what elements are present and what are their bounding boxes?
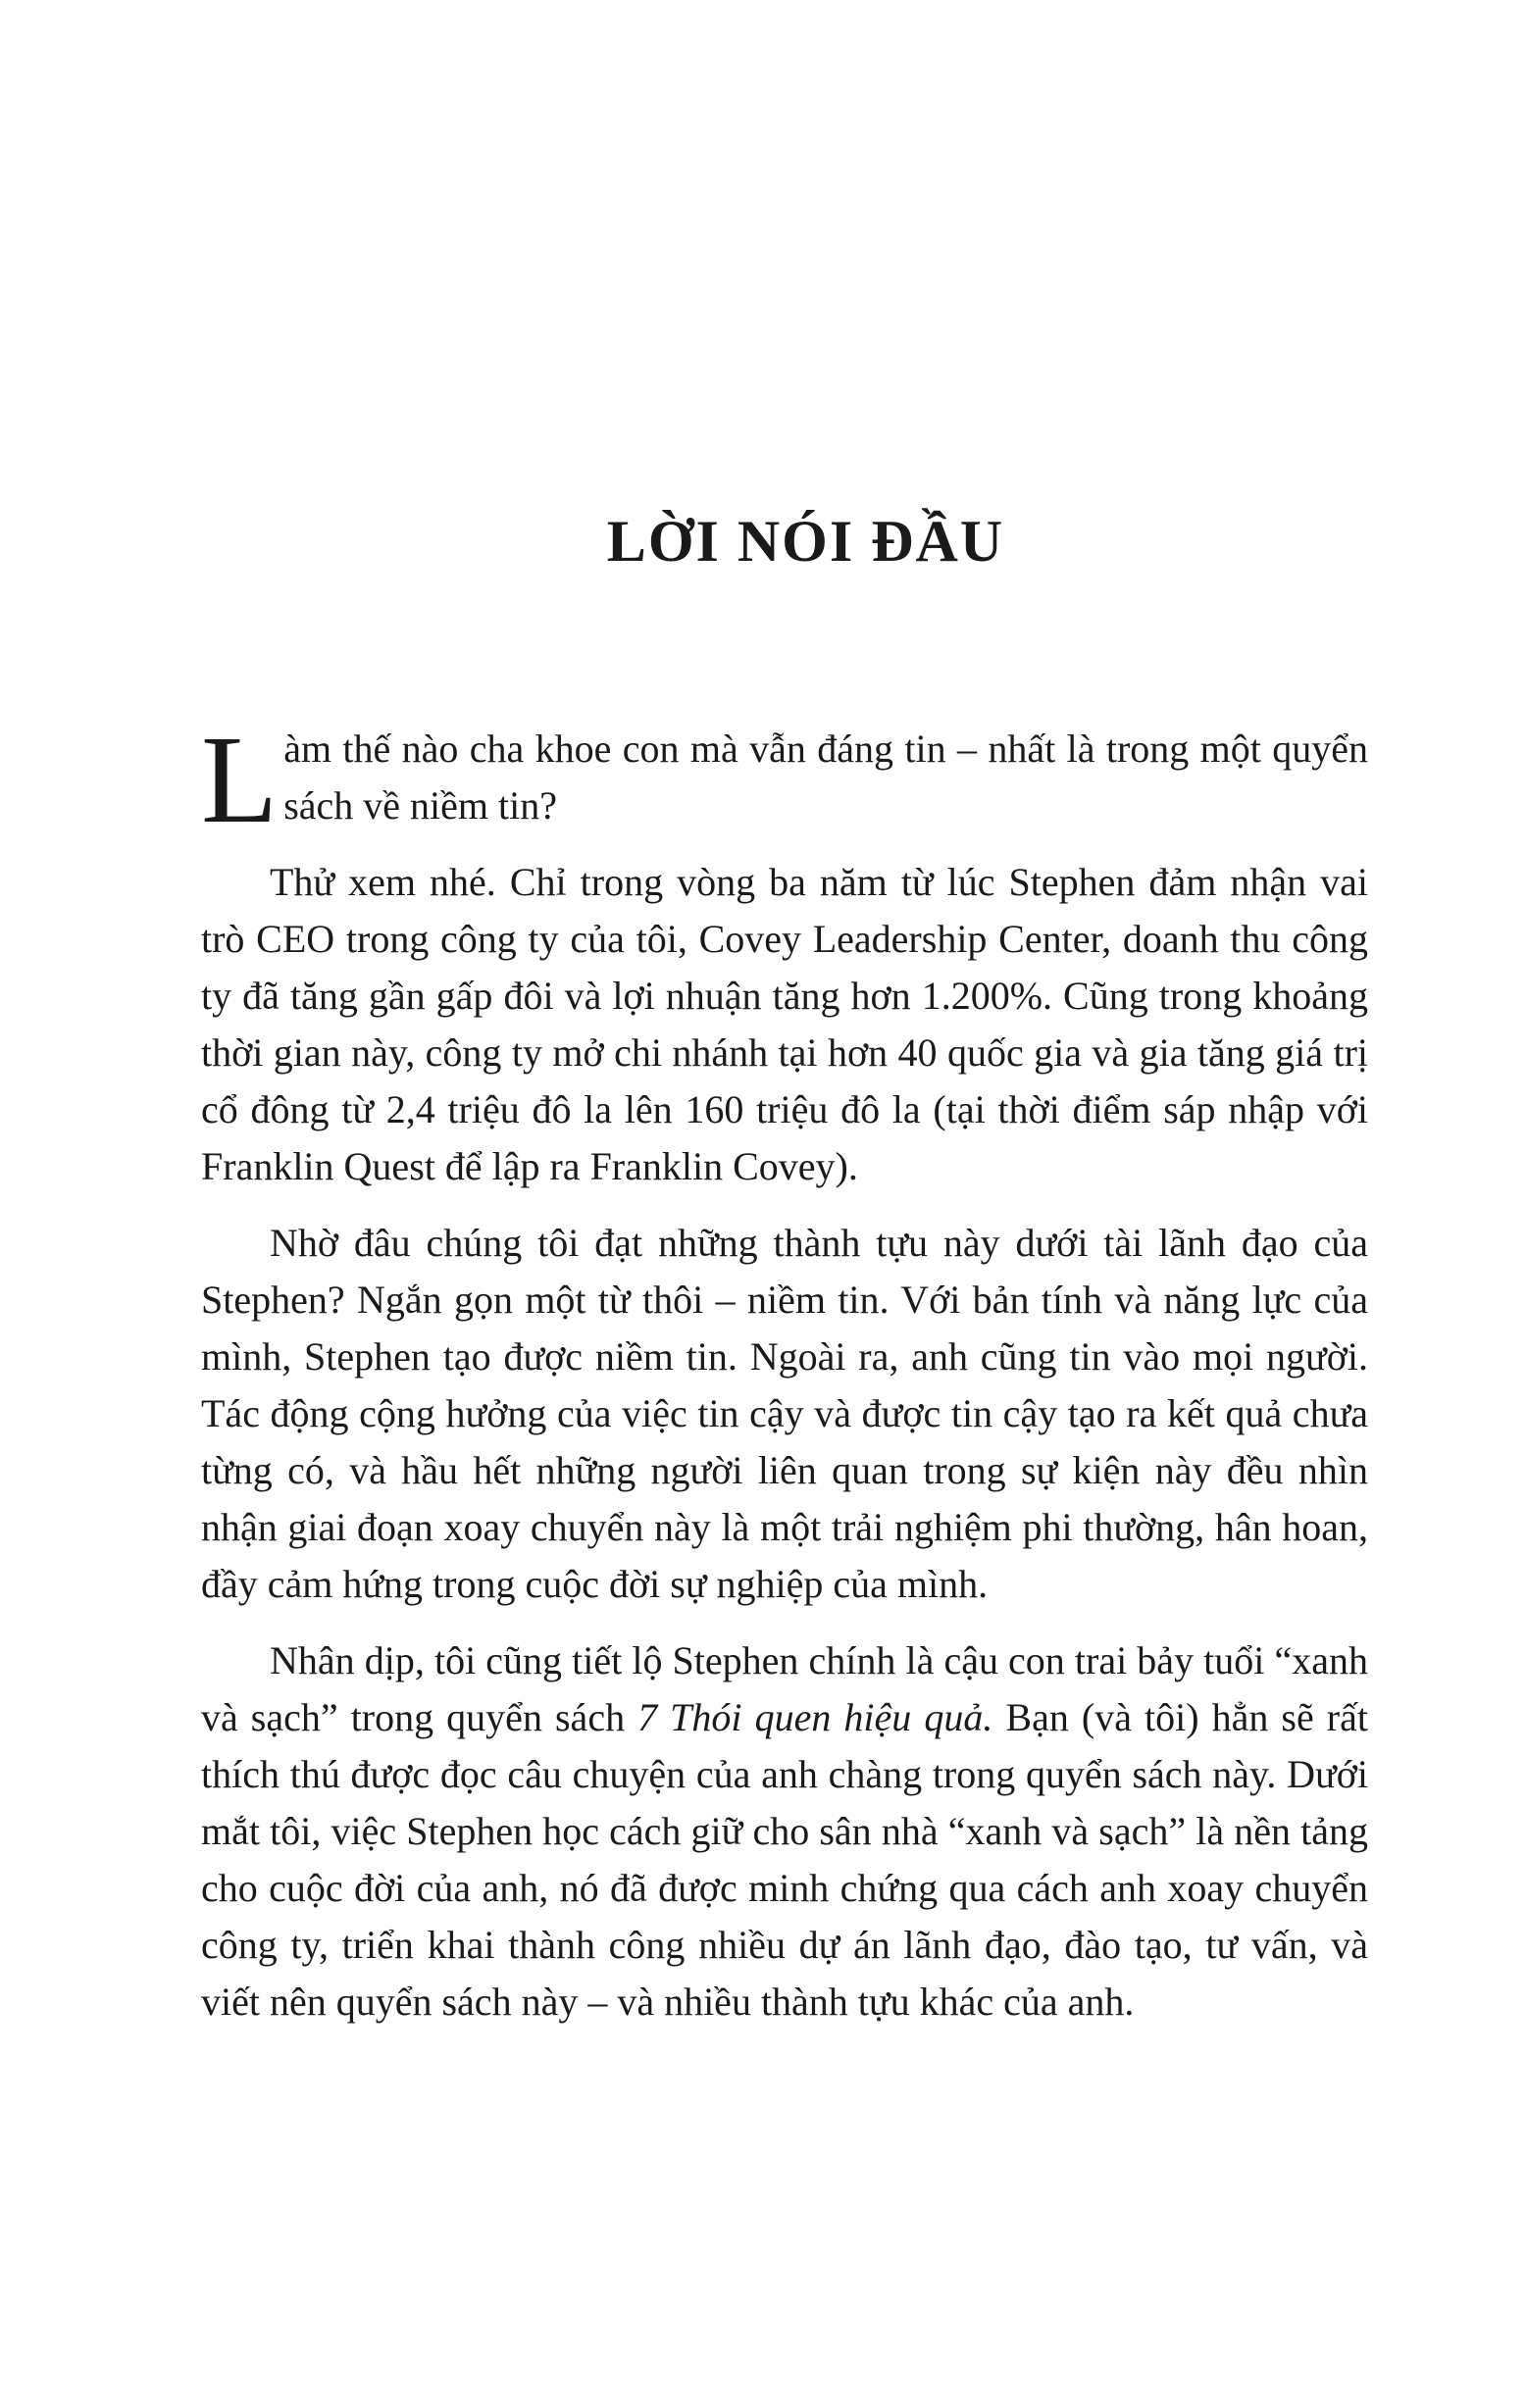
paragraph-4-text-after: Bạn (và tôi) hẳn sẽ rất thích thú được đọc câu chuyện của anh chàng trong quyển sách này. Dưới mắt tôi, việc Stephen học cách giữ cho sân nhà “xanh và sạch” là nền tảng cho cuộc đời của anh, nó đã được minh chứng qua cách anh xoay chuyển công ty, triển khai thành công nhiều dự án lãnh đạo, đào tạo, tư vấn, và viết nên quyển sách này – và nhiều thành tựu khác của anh.: [201, 1695, 1368, 2024]
page-title: LỜI NÓI ĐẦU: [606, 509, 1005, 574]
book-title-italic: 7 Thói quen hiệu quả.: [637, 1695, 993, 1739]
paragraph-1-text: àm thế nào cha khoe con mà vẫn đáng tin – nhất là trong một quyển sách về niềm tin?: [283, 727, 1368, 828]
drop-cap: L: [201, 710, 279, 849]
paragraph-4: [201, 1632, 1368, 2031]
paragraph-4-text-before: Nhân dịp, tôi cũng tiết lộ Stephen chính là cậu con trai bảy tuổi “xanh và sạch” trong quyển sách: [201, 1638, 1368, 1739]
body-text: [201, 710, 1368, 2050]
paragraph-3: Nhờ đâu chúng tôi đạt những thành tựu này dưới tài lãnh đạo của Stephen? Ngắn gọn một từ thôi – niềm tin. Với bản tính và năng lực của mình, Stephen tạo được niềm tin. Ngoài ra, anh cũng tin vào mọi người. Tác động cộng hưởng của việc tin cậy và được tin cậy tạo ra kết quả chưa từng có, và hầu hết những người liên quan trong sự kiện này đều nhìn nhận giai đoạn xoay chuyển này là một trải nghiệm phi thường, hân hoan, đầy cảm hứng trong cuộc đời sự nghiệp của mình.: [201, 1221, 1368, 1606]
paragraph-1: [201, 710, 1368, 849]
paragraph-2: Thử xem nhé. Chỉ trong vòng ba năm từ lúc Stephen đảm nhận vai trò CEO trong công ty của tôi, Covey Leadership Center, doanh thu công ty đã tăng gần gấp đôi và lợi nhuận tăng hơn 1.200%. Cũng trong khoảng thời gian này, công ty mở chi nhánh tại hơn 40 quốc gia và gia tăng giá trị cổ đông từ 2,4 triệu đô la lên 160 triệu đô la (tại thời điểm sáp nhập với Franklin Quest để lập ra Franklin Covey).: [201, 860, 1368, 1188]
